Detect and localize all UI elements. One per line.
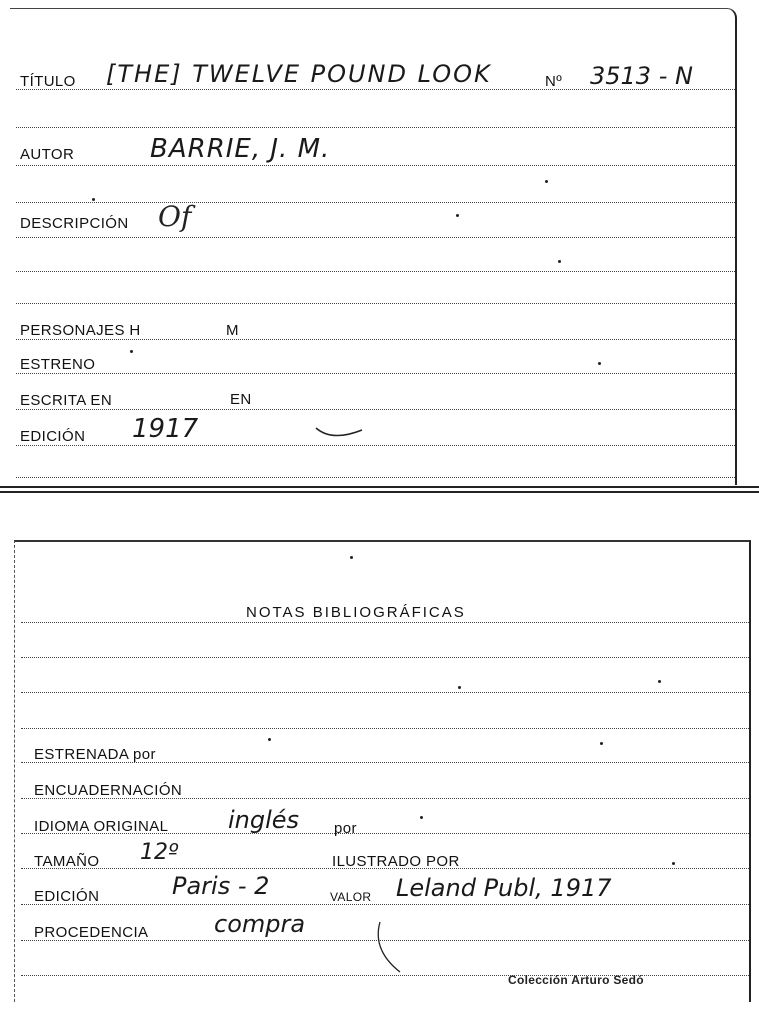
ink-speck xyxy=(420,816,423,819)
personajes-label: PERSONAJES H xyxy=(20,322,141,339)
rule-line xyxy=(16,303,735,304)
descripcion-label: DESCRIPCIÓN xyxy=(20,215,129,232)
ink-speck xyxy=(545,180,548,183)
titulo-value: [THE] TWELVE POUND LOOK xyxy=(106,60,492,88)
scribble-mark xyxy=(312,400,372,445)
rule-line xyxy=(16,202,735,203)
idioma-por-label: por xyxy=(334,820,357,837)
rule-line xyxy=(16,477,735,478)
ink-speck xyxy=(598,362,601,365)
numero-value: 3513 - N xyxy=(590,62,693,90)
collection-stamp: Colección Arturo Sedó xyxy=(508,973,644,987)
ink-speck xyxy=(600,742,603,745)
titulo-label: TÍTULO xyxy=(20,73,76,90)
idioma-value: inglés xyxy=(228,806,300,834)
rule-line xyxy=(16,271,735,272)
rule-line xyxy=(21,692,749,693)
card-separator xyxy=(0,486,759,488)
ink-speck xyxy=(456,214,459,217)
procedencia-value: compra xyxy=(214,910,306,938)
ink-speck xyxy=(672,862,675,865)
estrenada-label: ESTRENADA por xyxy=(34,746,156,763)
rule-line xyxy=(16,127,735,128)
ink-speck xyxy=(658,680,661,683)
descripcion-mark: Of xyxy=(158,200,192,233)
personajes-m-label: M xyxy=(226,322,239,339)
edicion-back-label: EDICIÓN xyxy=(34,888,100,905)
edicion-label: EDICIÓN xyxy=(20,428,86,445)
card-separator xyxy=(0,491,759,493)
rule-line xyxy=(21,728,749,729)
valor-value: Leland Publ, 1917 xyxy=(396,874,612,902)
notas-heading: NOTAS BIBLIOGRÁFICAS xyxy=(246,604,466,621)
autor-value: BARRIE, J. M. xyxy=(150,134,331,164)
ink-speck xyxy=(268,738,271,741)
escrita-en-label: EN xyxy=(230,391,252,408)
rule-line xyxy=(16,373,735,374)
tamano-label: TAMAÑO xyxy=(34,853,100,870)
rule-line xyxy=(21,657,749,658)
ink-speck xyxy=(458,686,461,689)
idioma-label: IDIOMA ORIGINAL xyxy=(34,818,169,835)
rule-line xyxy=(16,237,735,238)
rule-line xyxy=(21,904,749,905)
valor-label: VALOR xyxy=(330,890,372,904)
scribble-mark xyxy=(370,920,420,980)
ink-speck xyxy=(350,556,353,559)
ink-speck xyxy=(130,350,133,353)
rule-line xyxy=(16,339,735,340)
edicion-value: 1917 xyxy=(132,414,199,444)
escrita-label: ESCRITA EN xyxy=(20,392,113,409)
numero-label: Nº xyxy=(545,73,563,90)
ink-speck xyxy=(92,198,95,201)
rule-line xyxy=(21,622,749,623)
estreno-label: ESTRENO xyxy=(20,356,96,373)
encuadernacion-label: ENCUADERNACIÓN xyxy=(34,782,183,799)
procedencia-label: PROCEDENCIA xyxy=(34,924,149,941)
ink-speck xyxy=(558,260,561,263)
rule-line xyxy=(16,409,735,410)
ilustrado-label: ILUSTRADO POR xyxy=(332,853,460,870)
autor-label: AUTOR xyxy=(20,146,75,163)
rule-line xyxy=(16,445,735,446)
edicion-back-value: Paris - 2 xyxy=(172,872,270,900)
rule-line xyxy=(16,165,735,166)
tamano-value: 12º xyxy=(140,840,179,865)
